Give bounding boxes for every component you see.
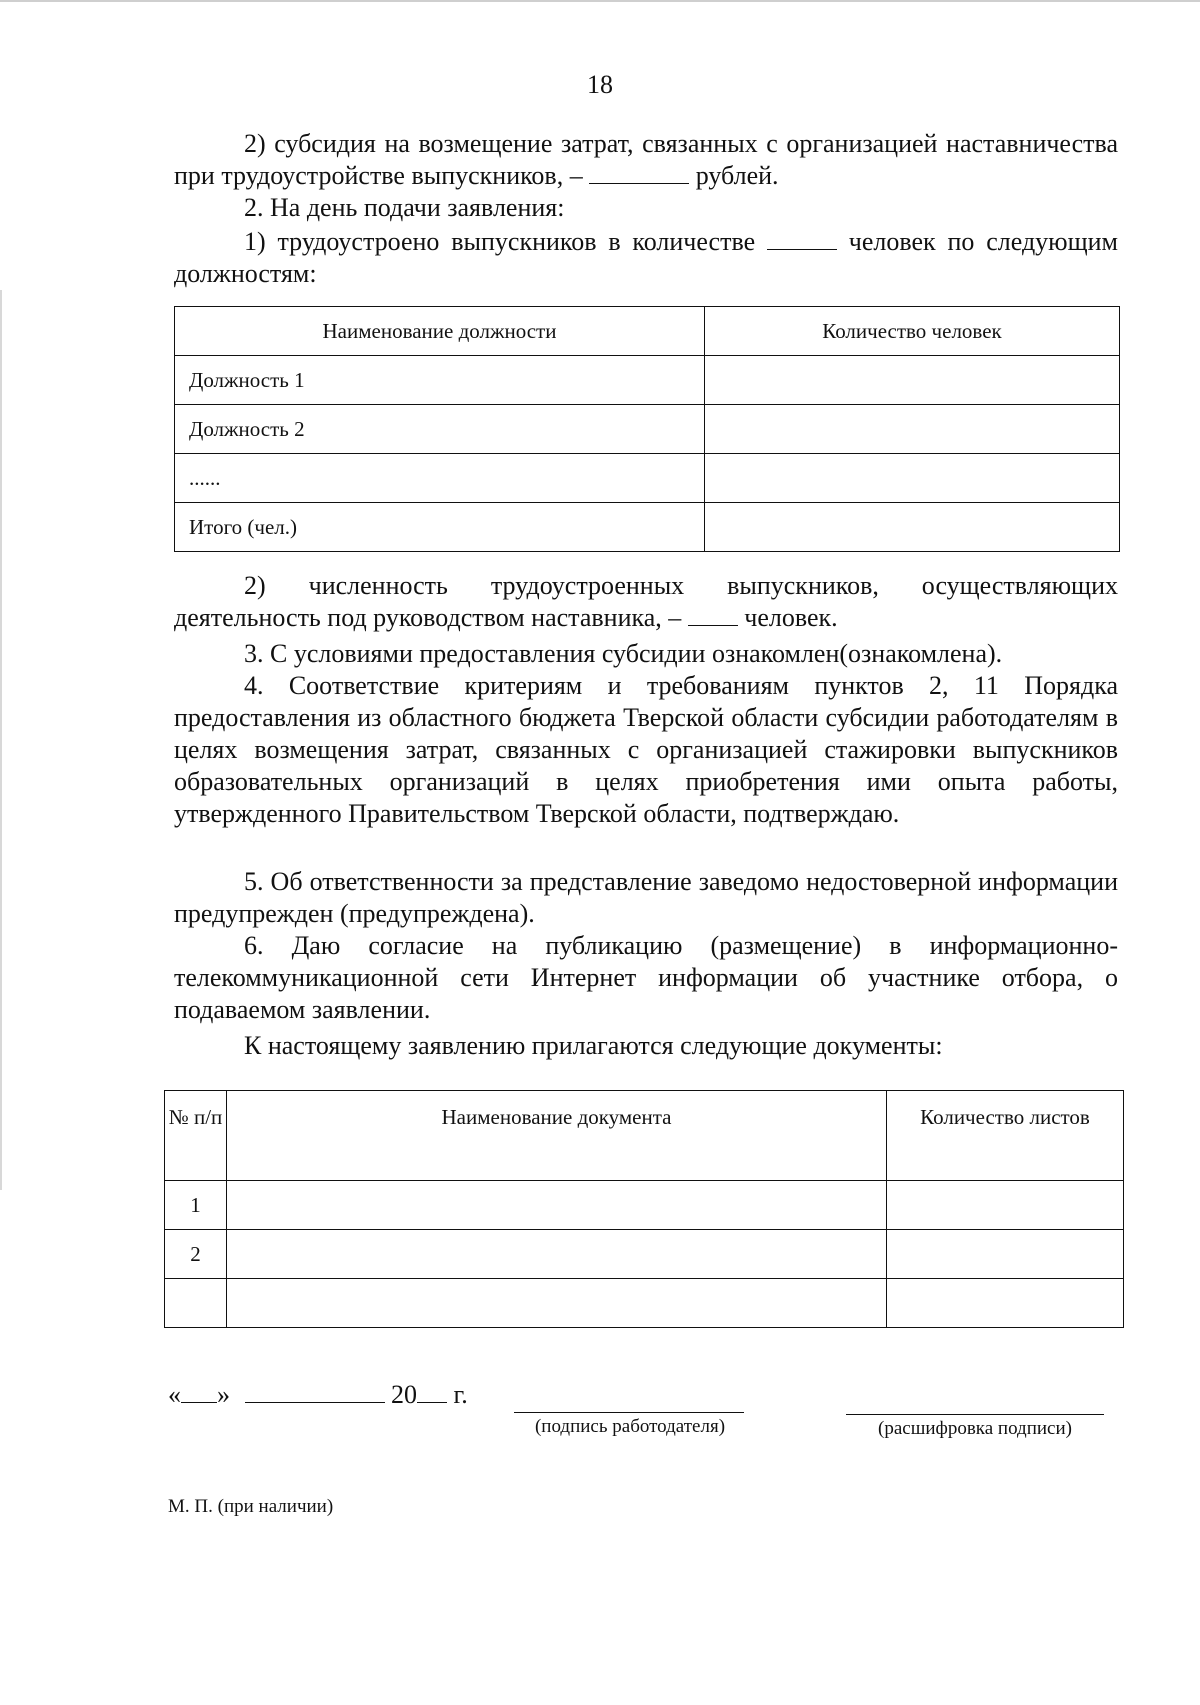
- table-row: [165, 1181, 1124, 1230]
- table-row: [165, 1230, 1124, 1279]
- paragraph-2-1: [174, 226, 1118, 290]
- count-cell[interactable]: [705, 405, 1120, 454]
- attachments-intro: К настоящему заявлению прилагаются следующие документы:: [244, 1031, 943, 1060]
- table-total-row: [175, 503, 1120, 552]
- paragraph-text: 2) субсидия на возмещение затрат, связанных с организацией наставничества при трудоустройстве выпускников, –: [174, 129, 1118, 190]
- open-quote: «: [168, 1380, 181, 1409]
- paragraph-subsidy-mentorship: [174, 128, 1118, 192]
- table-row: [175, 356, 1120, 405]
- employer-signature-line[interactable]: [514, 1390, 744, 1413]
- paragraph-2-heading: 2. На день подачи заявления:: [244, 193, 565, 222]
- paragraph-6: 6. Даю согласие на публикацию (размещение) в информационно-телекоммуникационной сети Интернет информации об участнике отбора, о подаваемом заявлении.: [174, 931, 1118, 1024]
- position-name-cell: Должность 2: [175, 405, 705, 454]
- column-header: № п/п: [165, 1091, 227, 1181]
- row-number-cell: 1: [165, 1181, 227, 1230]
- signature-decoding-caption: (расшифровка подписи): [878, 1418, 1072, 1439]
- paragraph-text: человек по следующим должностям:: [174, 227, 1118, 288]
- document-name-cell[interactable]: [227, 1279, 887, 1328]
- day-blank[interactable]: [181, 1380, 217, 1403]
- scan-edge: [0, 0, 1200, 2]
- paragraph-2-2: [174, 570, 1118, 634]
- table-row: [175, 405, 1120, 454]
- table-header-row: [175, 307, 1120, 356]
- column-header: Количество человек: [705, 307, 1120, 356]
- month-blank[interactable]: [245, 1380, 385, 1403]
- position-name-cell: Должность 1: [175, 356, 705, 405]
- paragraph-text: человек.: [744, 603, 838, 632]
- count-cell[interactable]: [705, 454, 1120, 503]
- column-header: Наименование документа: [227, 1091, 887, 1181]
- amount-blank[interactable]: [589, 161, 689, 184]
- paragraph-text: 1) трудоустроено выпускников в количестве: [244, 227, 756, 256]
- column-header: Наименование должности: [175, 307, 705, 356]
- row-number-cell: [165, 1279, 227, 1328]
- scan-edge: [0, 290, 2, 1190]
- date-line: [168, 1380, 468, 1410]
- paragraph-5: 5. Об ответственности за представление заведомо недостоверной информации предупрежден (предупреждена).: [174, 867, 1118, 928]
- seal-note: М. П. (при наличии): [168, 1496, 334, 1517]
- paragraph-3: 3. С условиями предоставления субсидии ознакомлен(ознакомлена).: [244, 639, 1003, 668]
- row-number-cell: 2: [165, 1230, 227, 1279]
- paragraph-text: 2) численность трудоустроенных выпускников, осуществляющих деятельность под руководством наставника, –: [174, 571, 1118, 632]
- position-name-cell: ......: [175, 454, 705, 503]
- sheet-count-cell[interactable]: [887, 1230, 1124, 1279]
- count-cell[interactable]: [705, 356, 1120, 405]
- table-row: [165, 1279, 1124, 1328]
- positions-table: [174, 306, 1120, 552]
- total-count-cell[interactable]: [705, 503, 1120, 552]
- sheet-count-cell[interactable]: [887, 1181, 1124, 1230]
- paragraph-text: рублей.: [695, 161, 779, 190]
- column-header: Количество листов: [887, 1091, 1124, 1181]
- count-blank[interactable]: [767, 227, 837, 250]
- year-prefix: 20: [391, 1380, 417, 1409]
- table-row: [175, 454, 1120, 503]
- close-quote: »: [217, 1380, 230, 1409]
- page-number: 18: [587, 70, 613, 99]
- year-suffix: г.: [453, 1380, 468, 1409]
- table-header-row: [165, 1091, 1124, 1181]
- document-name-cell[interactable]: [227, 1230, 887, 1279]
- total-label-cell: Итого (чел.): [175, 503, 705, 552]
- year-blank[interactable]: [417, 1380, 447, 1403]
- employer-signature-caption: (подпись работодателя): [534, 1416, 726, 1437]
- signature-decoding-line[interactable]: [846, 1392, 1104, 1415]
- documents-table: [164, 1090, 1124, 1328]
- count-blank[interactable]: [688, 603, 738, 626]
- paragraph-4: 4. Соответствие критериям и требованиям пунктов 2, 11 Порядка предоставления из областного бюджета Тверской области субсидии работодателям в целях возмещения затрат, связанных с организацией стажировки выпускников образовательных организаций в целях приобретения ими опыта работы, утвержденного Правительством Тверской области, подтверждаю.: [174, 671, 1118, 828]
- document-name-cell[interactable]: [227, 1181, 887, 1230]
- sheet-count-cell[interactable]: [887, 1279, 1124, 1328]
